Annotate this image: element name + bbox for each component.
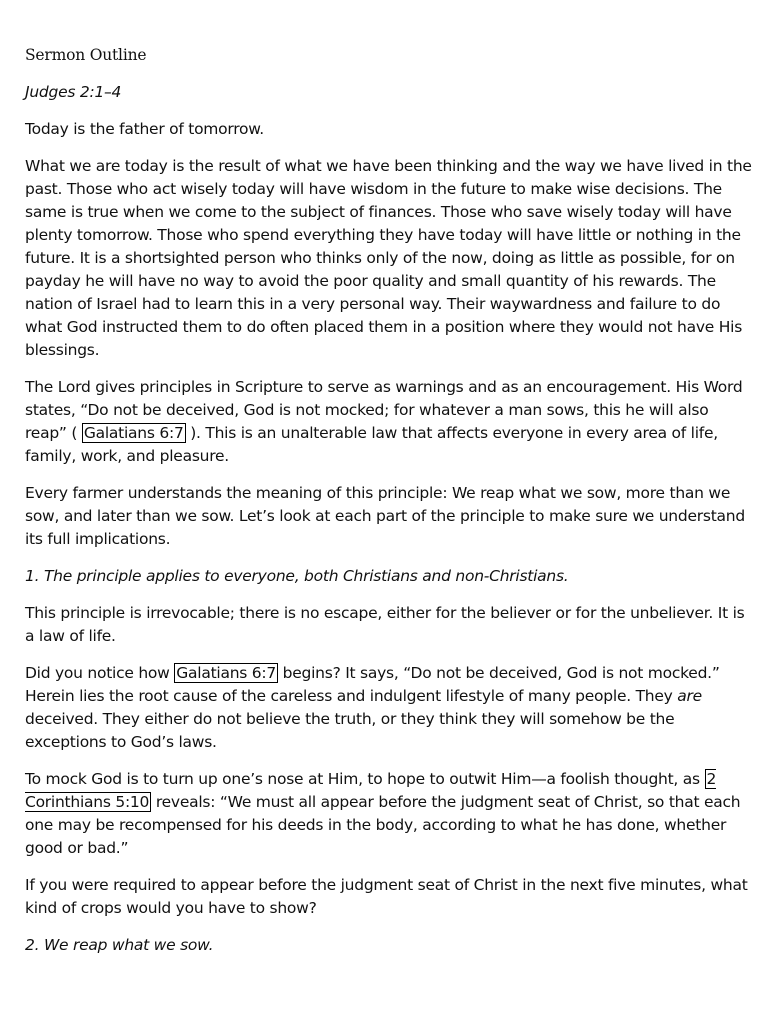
paragraph-2: What we are today is the result of what we have been thinking and the way we have lived in the past. Those who act wisely today will have wisdom in the future to make wise decisions. The same is true when we come to the subject of finances. Those who save wisely today will have plenty tomorrow. Those who spend everything they have today will have little or nothing in the future. It is a shortsighted person who thinks only of the now, doing as little as possible, for on payday he will have no way to avoid the poor quality and small quantity of his rewards. The nation of Israel had to learn this in a very personal way. Their waywardness and failure to do what God instructed them to do often placed them in a position where they would not have His blessings. [25, 157, 752, 359]
scripture-link-galatians-6-7-second[interactable]: Galatians 6:7 [176, 664, 276, 682]
paragraph-6-text-c: deceived. They either do not believe the truth, or they think they will somehow be the exceptions to God’s laws. [25, 710, 675, 751]
scripture-link-2-corinthians-5-10[interactable]: 2 Corinthians 5:10 [25, 770, 717, 811]
point-1-heading: 1. The principle applies to everyone, both Christians and non-Christians. [25, 567, 569, 585]
paragraph-3-text-a: The Lord gives principles in Scripture to serve as warnings and as an encouragement. His Word states, “Do not be deceived, God is not mocked; for whatever a man sows, this he will also reap” ( [25, 378, 743, 442]
paragraph-1: Today is the father of tomorrow. [25, 120, 264, 138]
paragraph-7-text-a: To mock God is to turn up one’s nose at Him, to hope to outwit Him—a foolish thought, as [25, 770, 705, 788]
paragraph-7 [25, 768, 753, 860]
paragraph-7-text-b: reveals: “We must all appear before the judgment seat of Christ, so that each one may be recompensed for his deeds in the body, according to what he has done, whether good or bad.” [25, 793, 741, 857]
point-2-heading: 2. We reap what we sow. [25, 936, 214, 954]
paragraph-3-text-b: ). This is an unalterable law that affects everyone in every area of life, family, work, and pleasure. [25, 424, 718, 465]
document-page [25, 44, 753, 971]
scripture-reference: Judges 2:1–4 [25, 83, 122, 101]
paragraph-3 [25, 376, 753, 468]
paragraph-6-emphasis: are [677, 687, 702, 705]
scripture-link-galatians-6-7[interactable]: Galatians 6:7 [83, 424, 184, 442]
paragraph-4: Every farmer understands the meaning of this principle: We reap what we sow, more than we sow, and later than we sow. Let’s look at each part of the principle to make sure we understand its full implications. [25, 484, 745, 548]
paragraph-8: If you were required to appear before the judgment seat of Christ in the next five minutes, what kind of crops would you have to show? [25, 876, 748, 917]
paragraph-6-text-b: begins? It says, “Do not be deceived, God is not mocked.” Herein lies the root cause of the careless and indulgent lifestyle of many people. They [25, 664, 720, 705]
page-title: Sermon Outline [25, 46, 147, 64]
paragraph-6-text-a: Did you notice how [25, 664, 175, 682]
paragraph-5: This principle is irrevocable; there is no escape, either for the believer or for the unbeliever. It is a law of life. [25, 604, 745, 645]
paragraph-6 [25, 662, 753, 754]
